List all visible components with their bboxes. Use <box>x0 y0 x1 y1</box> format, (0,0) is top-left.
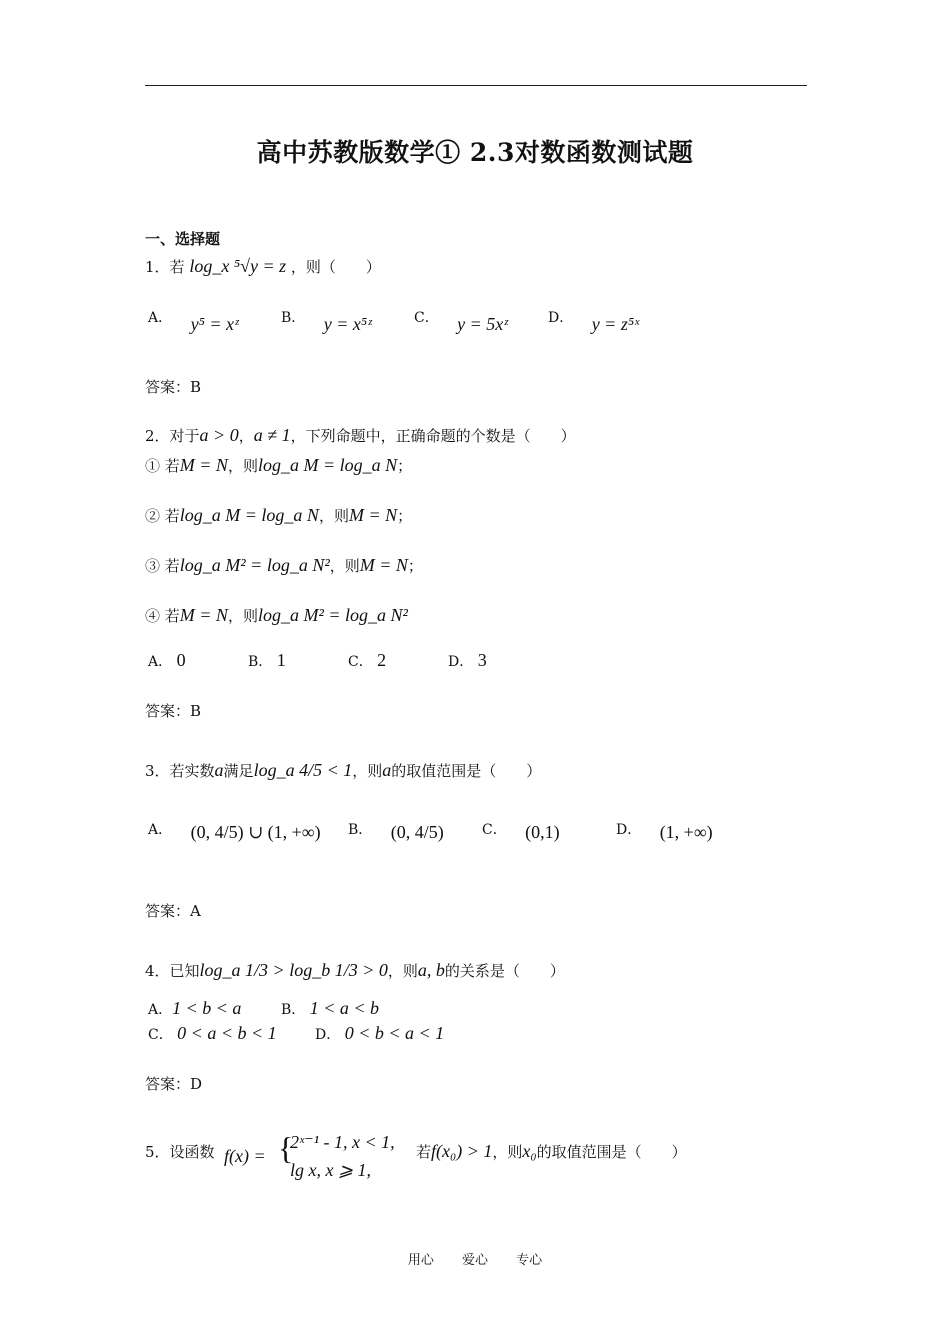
q1-option-c[interactable]: C． y = 5xᶻ <box>414 310 508 334</box>
q2-option-c[interactable]: C． 2 <box>348 650 387 670</box>
q2-statement-3: ③ 若log_a M² = log_a N²，则M = N； <box>145 555 423 575</box>
q5-condition: 若f(x₀) > 1，则x₀的取值范围是（ ） <box>416 1141 687 1161</box>
q1-option-b[interactable]: B． y = x⁵ᶻ <box>281 310 372 334</box>
q1-option-a[interactable]: A． y⁵ = xᶻ <box>148 310 239 334</box>
q2-option-d[interactable]: D． 3 <box>448 650 487 670</box>
q3-answer: 答案：A <box>145 902 201 920</box>
question-3: 3．若实数a满足log_a 4/5 < 1，则a的取值范围是（ ） <box>145 760 542 780</box>
question-tail: ，则（ ） <box>290 258 381 276</box>
question-5-stem: 5．设函数 <box>145 1143 215 1161</box>
header-rule <box>145 85 807 86</box>
q3-option-c[interactable]: C． (0,1) <box>482 822 560 842</box>
q1-option-d[interactable]: D． y = z⁵ˣ <box>548 310 640 334</box>
q3-option-d[interactable]: D． (1, +∞) <box>616 822 713 842</box>
q3-option-b[interactable]: B． (0, 4/5) <box>348 822 444 842</box>
q1-answer: 答案：B <box>145 378 202 396</box>
q5-case-1: 2ˣ⁻¹ - 1, x < 1, <box>290 1132 395 1152</box>
page-footer: 用心 爱心 专心 <box>407 1253 543 1268</box>
q4-option-b[interactable]: B． 1 < a < b <box>281 998 380 1018</box>
q2-statement-2: ② 若log_a M = log_a N，则M = N； <box>145 505 413 525</box>
question-4: 4．已知log_a 1/3 > log_b 1/3 > 0，则a, b的关系是（ ） <box>145 960 565 980</box>
q2-option-a[interactable]: A． 0 <box>148 650 186 670</box>
q3-option-a[interactable]: A． (0, 4/5) ∪ (1, +∞) <box>148 822 321 842</box>
q4-option-c[interactable]: C． 0 < a < b < 1 <box>148 1023 277 1043</box>
q4-option-d[interactable]: D． 0 < b < a < 1 <box>315 1023 445 1043</box>
q4-option-a[interactable]: A．1 < b < a <box>148 998 242 1018</box>
section-heading: 一、选择题 <box>145 230 221 248</box>
q5-function: f(x) = <box>224 1146 266 1166</box>
q2-answer: 答案：B <box>145 702 202 720</box>
question-1 <box>145 256 381 277</box>
q4-answer: 答案：D <box>145 1075 203 1093</box>
question-stem: 1．若 <box>145 258 185 276</box>
page-title: 高中苏教版数学① 2.3对数函数测试题 <box>256 138 694 167</box>
question-2: 2．对于a > 0，a ≠ 1，下列命题中，正确命题的个数是（ ） <box>145 425 576 445</box>
math-expression: log_x ⁵√y = z <box>189 256 287 276</box>
q2-statement-1: ① 若M = N，则log_a M = log_a N； <box>145 455 413 475</box>
q5-case-2: lg x, x ⩾ 1, <box>290 1160 372 1180</box>
q2-statement-4: ④ 若M = N，则log_a M² = log_a N² <box>145 605 408 625</box>
brace-icon: { <box>278 1130 294 1166</box>
q2-option-b[interactable]: B． 1 <box>248 650 286 670</box>
